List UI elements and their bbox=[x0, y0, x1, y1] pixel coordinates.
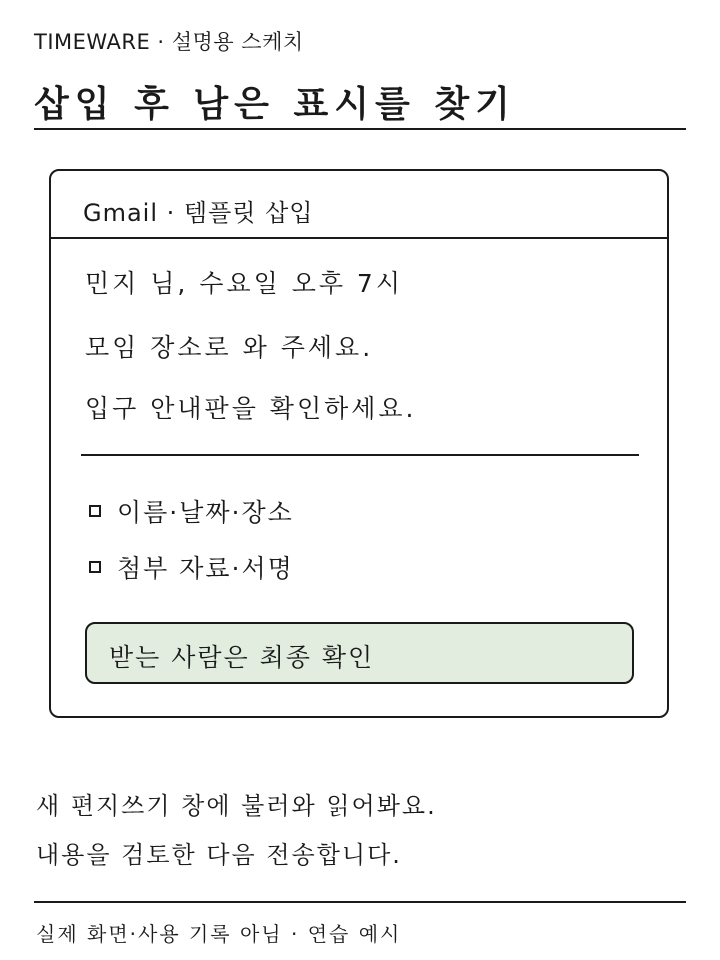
notice-text: 받는 사람은 최종 확인 bbox=[109, 643, 375, 672]
page-title: 삽입 후 남은 표시를 찾기 bbox=[34, 84, 516, 125]
card-header bbox=[51, 171, 667, 239]
checklist-item-attachments-signature[interactable] bbox=[89, 549, 294, 585]
checkbox[interactable] bbox=[89, 505, 101, 517]
message-line: 모임 장소로 와 주세요. bbox=[85, 333, 374, 362]
card-title: Gmail · 템플릿 삽입 bbox=[83, 199, 314, 227]
recipient-notice bbox=[85, 622, 634, 684]
template-card bbox=[49, 169, 669, 718]
brand-label: TIMEWARE · 설명용 스케치 bbox=[34, 30, 304, 54]
instruction-line: 새 편지쓰기 창에 불러와 읽어봐요. bbox=[36, 792, 437, 820]
message-line: 입구 안내판을 확인하세요. bbox=[85, 394, 417, 423]
card-divider bbox=[81, 454, 639, 456]
checklist-label: 첨부 자료·서명 bbox=[117, 554, 294, 583]
footer-divider bbox=[34, 901, 686, 903]
checklist-label: 이름·날짜·장소 bbox=[117, 498, 294, 527]
checklist-item-name-date-place[interactable] bbox=[89, 493, 294, 529]
message-line: 민지 님, 수요일 오후 7시 bbox=[85, 269, 403, 298]
header-divider bbox=[34, 128, 686, 130]
footer-note: 실제 화면·사용 기록 아님 · 연습 예시 bbox=[36, 922, 402, 946]
instruction-line: 내용을 검토한 다음 전송합니다. bbox=[36, 841, 402, 869]
checkbox[interactable] bbox=[89, 561, 101, 573]
